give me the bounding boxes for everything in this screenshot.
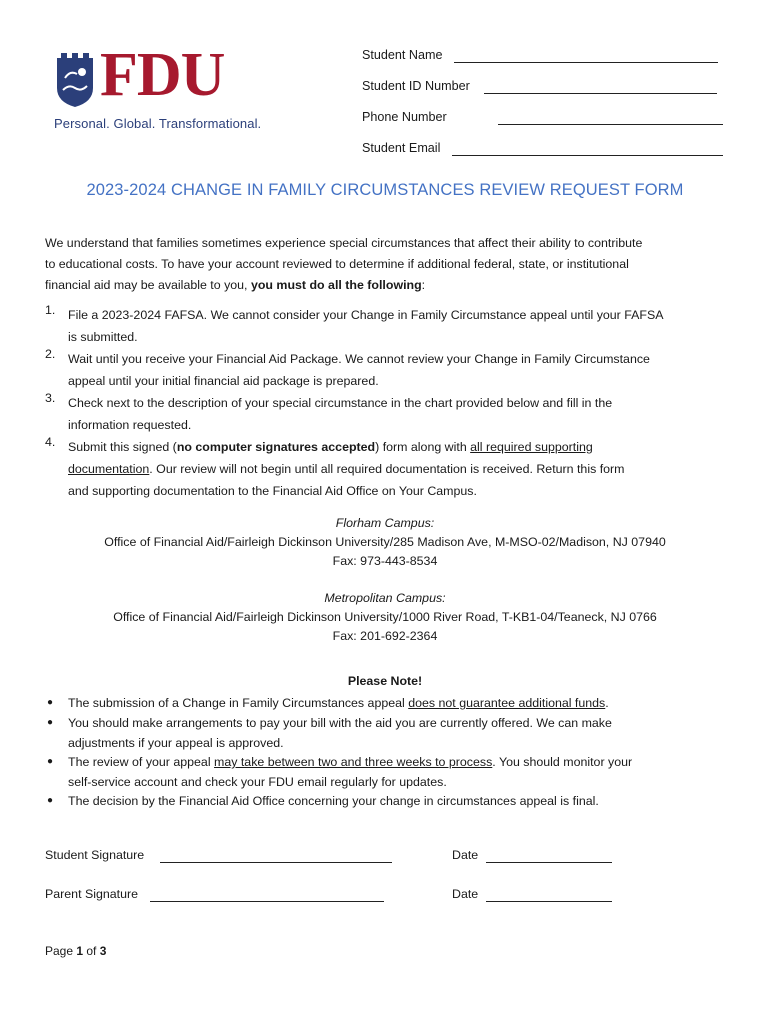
student-signature-field[interactable] [160,862,392,863]
parent-date-label: Date [452,887,479,901]
note-item-1 [68,694,738,714]
step-1-line-2: is submitted. [68,330,138,344]
bullet-icon: ● [47,717,54,728]
student-id-label: Student ID Number [362,79,470,93]
note-item-2 [68,714,738,753]
email-field[interactable] [452,155,723,156]
step-3-text [68,392,738,436]
step-4-underline-1: all required supporting [470,440,593,454]
step-4-line-2: . Our review will not begin until all required documentation is received. Return this form [149,462,625,476]
page-total: 3 [99,944,107,958]
step-2-text [68,348,738,392]
page-number [45,945,106,958]
bullet-icon: ● [47,756,54,767]
step-4-bold: no computer signatures accepted [176,440,376,454]
phone-field[interactable] [498,124,723,125]
step-2-number: 2. [45,347,56,361]
student-signature-label: Student Signature [45,848,145,862]
intro-line-3: financial aid may be available to you, [45,278,251,292]
note-item-3 [68,753,738,792]
intro-emphasis: you must do all the following [250,278,422,292]
bullet-icon: ● [47,697,54,708]
parent-signature-field[interactable] [150,901,384,902]
step-4-part-a: Submit this signed ( [68,440,177,454]
intro-line-1: We understand that families sometimes experience special circumstances that affect their ability to contribute [45,236,643,250]
page-label: Page [45,944,77,958]
metropolitan-campus-fax: Fax: 201-692-2364 [332,629,438,643]
intro-line-2: to educational costs. To have your account reviewed to determine if additional federal, state, or institutional [45,257,629,271]
florham-campus-fax: Fax: 973-443-8534 [332,554,438,568]
intro-paragraph [45,233,735,296]
step-1-line-1: File a 2023-2024 FAFSA. We cannot consider your Change in Family Circumstance appeal until your FAFSA [68,308,664,322]
note-2-line-1: You should make arrangements to pay your bill with the aid you are currently offered. We can make [68,716,612,730]
step-3-line-2: information requested. [68,418,192,432]
fdu-shield-icon [55,50,95,108]
fdu-wordmark: FDU [100,41,225,109]
step-3-line-1: Check next to the description of your special circumstance in the chart provided below and fill in the [68,396,613,410]
step-4-number: 4. [45,435,56,449]
note-1-end: . [605,696,609,710]
step-4-text [68,436,738,502]
parent-signature-label: Parent Signature [45,887,138,901]
bullet-icon: ● [47,795,54,806]
logo-tagline: Personal. Global. Transformational. [54,116,262,131]
form-title: 2023-2024 CHANGE IN FAMILY CIRCUMSTANCES REVIEW REQUEST FORM [86,181,684,199]
note-2-line-2: adjustments if your appeal is approved. [68,735,284,750]
page-of: of [83,944,100,958]
step-2-line-1: Wait until you receive your Financial Aid Package. We cannot review your Change in Family Circumstance [68,352,650,366]
note-3-line-2: self-service account and check your FDU email regularly for updates. [68,774,447,789]
step-4-underline-2: documentation [68,462,150,476]
step-2-line-2: appeal until your initial financial aid package is prepared. [68,374,379,388]
email-label: Student Email [362,141,441,155]
florham-campus-name: Florham Campus: [335,516,435,530]
parent-date-field[interactable] [486,901,612,902]
student-date-label: Date [452,848,479,862]
step-1-number: 1. [45,303,56,317]
student-id-field[interactable] [484,93,717,94]
student-name-field[interactable] [454,62,718,63]
student-date-field[interactable] [486,862,612,863]
student-name-label: Student Name [362,48,443,62]
metropolitan-campus-name: Metropolitan Campus: [324,591,446,605]
note-1-text: The submission of a Change in Family Circumstances appeal [68,696,409,710]
step-1-text [68,304,738,348]
intro-colon: : [421,278,426,292]
note-3-end: . You should monitor your [492,755,633,769]
florham-campus-address: Office of Financial Aid/Fairleigh Dickinson University/285 Madison Ave, M-MSO-02/Madison, NJ 07940 [104,535,666,549]
page-current: 1 [76,944,84,958]
step-3-number: 3. [45,391,56,405]
step-4-part-c: ) form along with [375,440,471,454]
note-1-underline: does not guarantee additional funds [408,696,606,710]
note-3-text: The review of your appeal [68,755,215,769]
note-item-4: The decision by the Financial Aid Office concerning your change in circumstances appeal is final. [68,794,599,808]
step-4-line-3: and supporting documentation to the Financial Aid Office on Your Campus. [68,484,477,498]
phone-label: Phone Number [362,110,447,124]
note-heading: Please Note! [347,674,423,688]
metropolitan-campus-address: Office of Financial Aid/Fairleigh Dickinson University/1000 River Road, T-KB1-04/Teaneck, NJ 0766 [113,610,657,624]
note-3-underline: may take between two and three weeks to process [214,755,493,769]
